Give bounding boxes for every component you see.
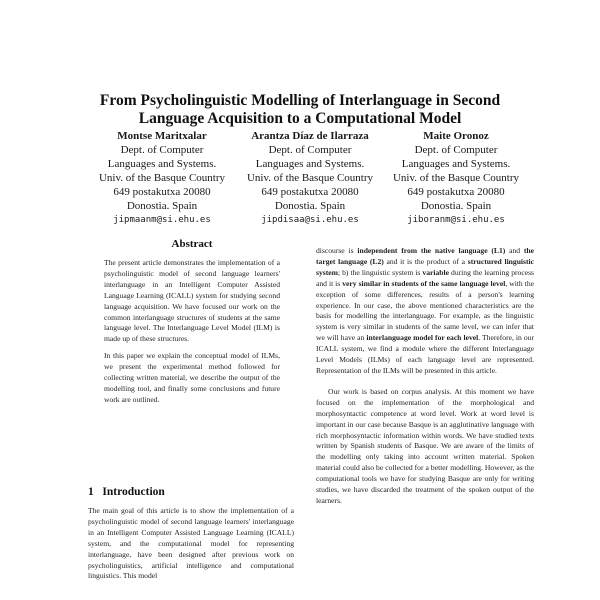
right-column-paragraph-2: Our work is based on corpus analysis. At this moment we have focused on the implementation of the morphological and morphosyntactic competence at word level. Work at word level is important in our case because Basque is an agglutinative language with rich morphosyntactic information within words. We have studied texts written by Spanish students of Basque. We are aware of the limits of the modelling only taking into account written material. Spoken material could also be collected for a better modelling. However, as the computational tools we have for studying Basque are only for writing studies, we have discarded the treatment of the spoken output of the learners. — [316, 386, 534, 505]
abstract-heading: Abstract — [171, 238, 213, 250]
text-run: , with the exception of some differences, results of a person's learning experience. In our case, the above mentioned characteristics are the basis for modelling the interlanguage. For example, as the linguistic system is very similar in students of the same level, we can infer that we will have an — [316, 278, 534, 343]
right-column-body — [316, 246, 534, 507]
text-run: during the learning process and it is — [316, 267, 534, 288]
emphasis-text: independent from the native language (L1) — [357, 246, 506, 255]
author-name: Arantza Díaz de Ilarraza — [251, 130, 369, 142]
introduction-paragraph: The main goal of this article is to show the implementation of a psycholinguistic model of second language learners' interlanguage in an Intelligent Computer Assisted Language Learning (ICALL) system, and the computational model for representing interlanguage, have been designed after previous work on psycholinguistics, artificial intelligence and computational linguistics. This model — [88, 506, 294, 581]
author-affiliation: Univ. of the Basque Country — [246, 172, 374, 184]
emphasis-text: interlanguage model for each level — [366, 333, 479, 343]
introduction-body — [88, 506, 294, 582]
author-city: Donostia. Spain — [274, 200, 346, 212]
title-line-1: From Psycholinguistic Modelling of Interlanguage in Second — [99, 92, 501, 109]
author-address: 649 postakutxa 20080 — [113, 186, 211, 198]
author-affiliation: Univ. of the Basque Country — [98, 172, 226, 184]
author-affiliation: Languages and Systems. — [107, 158, 217, 170]
author-city: Donostia. Spain — [420, 200, 492, 212]
abstract-paragraph: In this paper we explain the conceptual model of ILMs, we present the experimental method followed for collecting written material, we describe the output of the modelling tool, and finally some conclusions and future work are outlined. — [104, 351, 280, 404]
author-affiliation: Dept. of Computer — [120, 144, 204, 156]
emphasis-text: structured linguistic system — [316, 256, 535, 277]
abstract-body — [104, 258, 280, 406]
text-run: ; b) the linguistic system is — [337, 267, 423, 277]
author-affiliation: Languages and Systems. — [255, 158, 365, 170]
title-line-2: Language Acquisition to a Computational Model — [138, 110, 462, 127]
abstract-paragraph: The present article demonstrates the implementation of a psycholinguistic model of second language learners' interlanguage in an Intelligent Computer Assisted Language Learning (ICALL) system for studying second language acquisition. We have focused our work on the common interlanguage structures of students at the same language level. The Interlanguage Level Model (ILM) is made up of these structures. — [104, 258, 280, 344]
section-heading-introduction — [88, 486, 165, 498]
author-affiliation: Univ. of the Basque Country — [392, 172, 520, 184]
emphasis-text: very similar in students of the same language level — [342, 278, 506, 288]
text-run: and it is the product of a — [383, 256, 468, 266]
text-run: . Therefore, in our ICALL system, we find a module where the different Interlanguage Level Models (ILMs) of each language level are represented. Representation of the ILMs will be presented in this article. — [316, 333, 534, 375]
author-affiliation: Dept. of Computer — [414, 144, 498, 156]
author-name: Maite Oronoz — [423, 130, 489, 142]
text-run: discourse is — [316, 246, 358, 255]
text-run: and — [505, 246, 524, 255]
author-block-3 — [366, 129, 546, 227]
author-name: Montse Maritxalar — [117, 130, 207, 142]
author-address: 649 postakutxa 20080 — [407, 186, 505, 198]
author-email[interactable]: jipmaanm@si.ehu.es — [113, 215, 211, 225]
section-title: Introduction — [102, 486, 165, 498]
author-email[interactable]: jipdisaa@si.ehu.es — [261, 215, 359, 225]
section-number: 1 — [88, 486, 94, 498]
author-affiliation: Dept. of Computer — [268, 144, 352, 156]
right-column-paragraph-1 — [316, 246, 534, 377]
author-city: Donostia. Spain — [126, 200, 198, 212]
emphasis-text: the target language (L2) — [316, 246, 535, 266]
author-email[interactable]: jiboranm@si.ehu.es — [407, 215, 505, 225]
author-address: 649 postakutxa 20080 — [261, 186, 359, 198]
author-affiliation: Languages and Systems. — [401, 158, 511, 170]
paper-title — [40, 92, 560, 128]
emphasis-text: variable — [422, 267, 449, 277]
